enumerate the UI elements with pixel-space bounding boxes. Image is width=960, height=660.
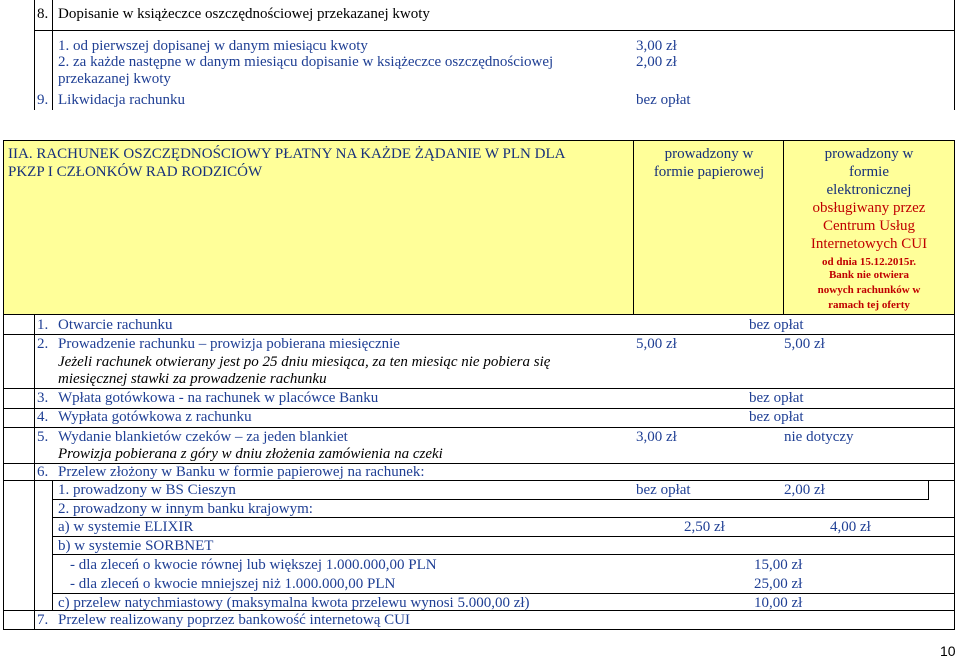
row6-elixir-label: a) w systemie ELIXIR [58,519,194,535]
electronic-column-cui-line2: Centrum Usług [822,218,916,234]
row5-label: Wydanie blankietów czeków – za jeden blankiet [58,429,348,445]
electronic-column-header-line2: formie [849,164,889,180]
iia-title-line1: IIA. RACHUNEK OSZCZĘDNOŚCIOWY PŁATNY NA KAŻDE ŻĄDANIE W PLN DLA [8,146,566,162]
section8-title: Dopisanie w książeczce oszczędnościowej przekazanej kwoty [58,6,430,22]
section8-item2-value: 2,00 zł [636,54,677,70]
row3-number: 3. [37,390,49,406]
row2-paper-value: 5,00 zł [636,336,677,352]
row6-elixir-electronic-value: 4,00 zł [830,519,871,535]
row6-elixir-paper-value: 2,50 zł [684,519,725,535]
row2-electronic-value: 5,00 zł [784,336,825,352]
row6-sub1-paper-value: bez opłat [636,482,691,498]
row1-label: Otwarcie rachunku [58,317,173,333]
row1-value: bez opłat [749,317,804,333]
row6-number: 6. [37,464,49,480]
section8-number: 8. [37,6,49,22]
section8-item1-label: 1. od pierwszej dopisanej w danym miesiącu kwoty [58,38,368,54]
row2-number: 2. [37,336,49,352]
row6-sorbnet-small-label: - dla zleceń o kwocie mniejszej niż 1.000.000,00 PLN [70,576,396,592]
row4-number: 4. [37,409,49,425]
electronic-column-note-line2: nowych rachunków w [817,284,921,296]
paper-column-header-line1: prowadzony w [664,146,754,162]
iia-title-line2: PKZP I CZŁONKÓW RAD RODZICÓW [8,164,263,180]
paper-column-header-line2: formie papierowej [653,164,765,180]
electronic-column-note-line3: ramach tej oferty [828,299,910,311]
electronic-column-header-line1: prowadzony w [824,146,914,162]
row7-label: Przelew realizowany poprzez bankowość internetową CUI [58,612,410,628]
row2-note-line2: miesięcznej stawki za prowadzenie rachunku [58,371,327,387]
row5-electronic-value: nie dotyczy [784,429,854,445]
row3-value: bez opłat [749,390,804,406]
row6-sub1-electronic-value: 2,00 zł [784,482,825,498]
row4-value: bez opłat [749,409,804,425]
electronic-column-cui-line3: Internetowych CUI [810,236,928,252]
section8-item2-label-line1: 2. za każde następne w danym miesiącu dopisanie w książeczce oszczędnościowej [58,54,554,70]
page-number: 10 [940,643,956,659]
section8-item2-label-line2: przekazanej kwoty [58,71,171,87]
row6-sub2-label: 2. prowadzony w innym banku krajowym: [58,501,313,517]
row6-label: Przelew złożony w Banku w formie papierowej na rachunek: [58,464,425,480]
electronic-column-note-line1: Bank nie otwiera [828,269,910,281]
electronic-column-header-line3: elektronicznej [826,182,912,198]
row2-label: Prowadzenie rachunku – prowizja pobierana miesięcznie [58,336,400,352]
row7-number: 7. [37,612,49,628]
electronic-column-date: od dnia 15.12.2015r. [821,256,917,268]
row6-sub1-label: 1. prowadzony w BS Cieszyn [58,482,236,498]
row5-paper-value: 3,00 zł [636,429,677,445]
section9-value: bez opłat [636,92,691,108]
electronic-column-cui-line1: obsługiwany przez [812,200,926,216]
section8-item1-value: 3,00 zł [636,38,677,54]
row1-number: 1. [37,317,49,333]
row4-label: Wypłata gotówkowa z rachunku [58,409,252,425]
row2-note-line1: Jeżeli rachunek otwierany jest po 25 dniu miesiąca, za ten miesiąc nie pobiera się [58,354,551,370]
row5-number: 5. [37,429,49,445]
row6-instant-value: 10,00 zł [754,595,803,611]
row5-note: Prowizja pobierana z góry w dniu złożenia zamówienia na czeki [58,446,443,462]
row3-label: Wpłata gotówkowa - na rachunek w placówce Banku [58,390,379,406]
row6-sorbnet-large-value: 15,00 zł [754,557,803,573]
section9-label: Likwidacja rachunku [58,92,186,108]
row6-sorbnet-small-value: 25,00 zł [754,576,803,592]
row6-sorbnet-large-label: - dla zleceń o kwocie równej lub większej 1.000.000,00 PLN [70,557,437,573]
row6-sorbnet-label: b) w systemie SORBNET [58,538,214,554]
row6-instant-label: c) przelew natychmiastowy (maksymalna kwota przelewu wynosi 5.000,00 zł) [58,595,530,611]
section9-number: 9. [37,92,49,108]
